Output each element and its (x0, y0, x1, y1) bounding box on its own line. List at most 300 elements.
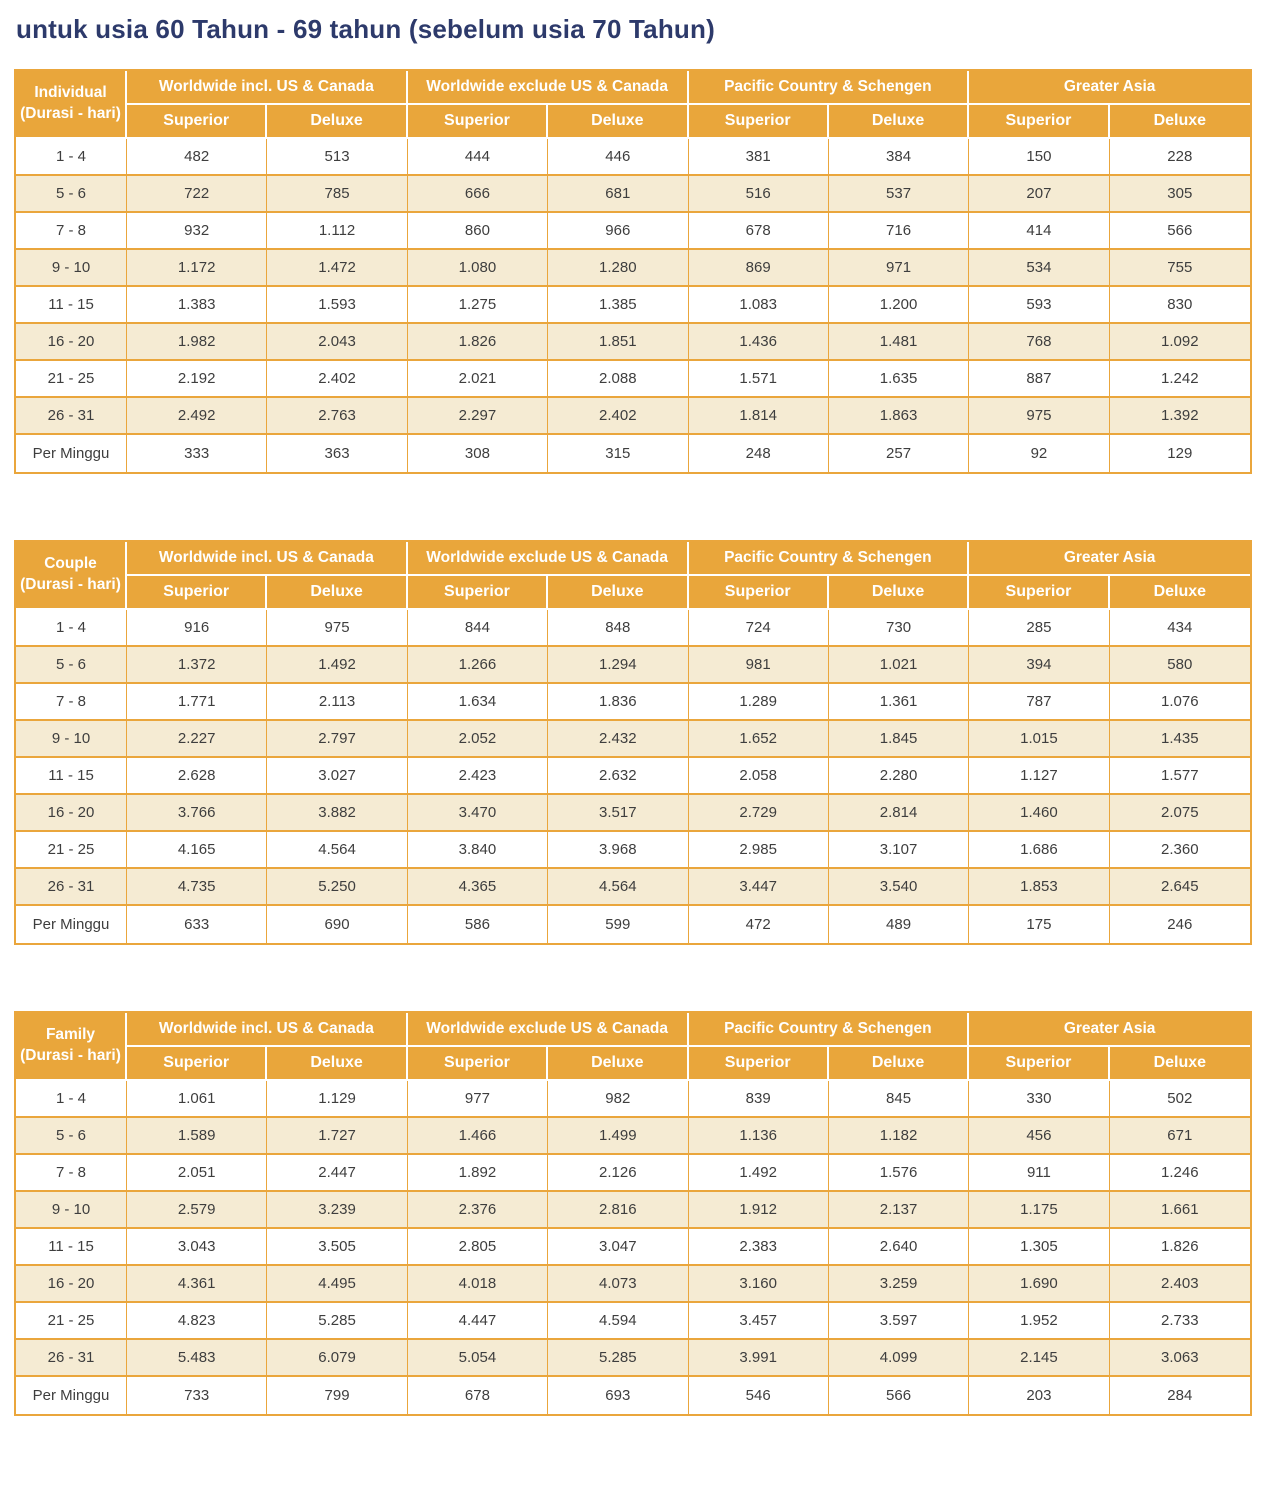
price-cell: 1.280 (548, 250, 688, 287)
plan-header-row (16, 105, 1250, 139)
price-cell: 3.968 (548, 832, 688, 869)
price-cell: 3.063 (1110, 1340, 1250, 1377)
price-cell: 599 (548, 906, 688, 943)
price-cell: 799 (267, 1377, 407, 1414)
price-cell: 1.275 (408, 287, 548, 324)
price-cell: 755 (1110, 250, 1250, 287)
plan-header-superior: Superior (127, 1047, 267, 1081)
price-cell: 284 (1110, 1377, 1250, 1414)
duration-cell: 21 - 25 (16, 361, 127, 398)
price-cell: 1.982 (127, 324, 267, 361)
price-cell: 3.597 (829, 1303, 969, 1340)
price-cell: 580 (1110, 647, 1250, 684)
price-cell: 3.766 (127, 795, 267, 832)
duration-cell: 1 - 4 (16, 610, 127, 647)
price-cell: 2.126 (548, 1155, 688, 1192)
duration-cell: 11 - 15 (16, 1229, 127, 1266)
table-row (16, 906, 1250, 943)
duration-cell: 5 - 6 (16, 176, 127, 213)
price-cell: 5.285 (548, 1340, 688, 1377)
table-row (16, 176, 1250, 213)
price-cell: 4.594 (548, 1303, 688, 1340)
price-cell: 2.192 (127, 361, 267, 398)
price-cell: 593 (969, 287, 1109, 324)
price-cell: 2.021 (408, 361, 548, 398)
price-cell: 932 (127, 213, 267, 250)
price-cell: 566 (829, 1377, 969, 1414)
table-body (16, 610, 1250, 943)
price-cell: 1.015 (969, 721, 1109, 758)
region-header-worldwide-excl: Worldwide exclude US & Canada (408, 542, 689, 576)
region-header-pacific-schengen: Pacific Country & Schengen (689, 542, 970, 576)
price-cell: 246 (1110, 906, 1250, 943)
price-cell: 975 (969, 398, 1109, 435)
price-cell: 3.027 (267, 758, 407, 795)
price-cell: 129 (1110, 435, 1250, 472)
price-cell: 981 (689, 647, 829, 684)
price-cell: 4.564 (267, 832, 407, 869)
table-row (16, 1118, 1250, 1155)
table-row (16, 610, 1250, 647)
plan-header-row (16, 576, 1250, 610)
price-cell: 2.360 (1110, 832, 1250, 869)
price-cell: 848 (548, 610, 688, 647)
region-header-pacific-schengen: Pacific Country & Schengen (689, 71, 970, 105)
plan-header-superior: Superior (408, 1047, 548, 1081)
price-cell: 690 (267, 906, 407, 943)
duration-cell: 7 - 8 (16, 213, 127, 250)
duration-cell: 21 - 25 (16, 832, 127, 869)
price-cell: 1.383 (127, 287, 267, 324)
table-body (16, 139, 1250, 472)
price-cell: 2.043 (267, 324, 407, 361)
price-cell: 1.127 (969, 758, 1109, 795)
price-cell: 2.403 (1110, 1266, 1250, 1303)
category-header (16, 71, 127, 139)
price-cell: 384 (829, 139, 969, 176)
price-cell: 1.361 (829, 684, 969, 721)
price-cell: 2.402 (267, 361, 407, 398)
table-row (16, 287, 1250, 324)
price-cell: 4.495 (267, 1266, 407, 1303)
price-cell: 446 (548, 139, 688, 176)
price-cell: 2.145 (969, 1340, 1109, 1377)
price-cell: 5.054 (408, 1340, 548, 1377)
price-cell: 733 (127, 1377, 267, 1414)
price-cell: 869 (689, 250, 829, 287)
plan-header-superior: Superior (127, 576, 267, 610)
price-cell: 1.289 (689, 684, 829, 721)
pricing-table-family (14, 1011, 1252, 1416)
price-cell: 333 (127, 435, 267, 472)
plan-header-deluxe: Deluxe (548, 105, 688, 139)
price-cell: 1.571 (689, 361, 829, 398)
duration-cell: 26 - 31 (16, 869, 127, 906)
table-row (16, 435, 1250, 472)
price-cell: 2.579 (127, 1192, 267, 1229)
price-cell: 381 (689, 139, 829, 176)
price-cell: 228 (1110, 139, 1250, 176)
duration-cell: 9 - 10 (16, 721, 127, 758)
table-row (16, 1340, 1250, 1377)
price-cell: 1.686 (969, 832, 1109, 869)
table-row (16, 139, 1250, 176)
duration-label: (Durasi - hari) (20, 105, 121, 122)
price-cell: 722 (127, 176, 267, 213)
price-cell: 2.632 (548, 758, 688, 795)
price-cell: 1.853 (969, 869, 1109, 906)
price-cell: 1.076 (1110, 684, 1250, 721)
table-header (16, 1013, 1250, 1081)
duration-cell: 5 - 6 (16, 647, 127, 684)
price-cell: 4.447 (408, 1303, 548, 1340)
duration-cell: 1 - 4 (16, 139, 127, 176)
price-cell: 2.376 (408, 1192, 548, 1229)
price-cell: 330 (969, 1081, 1109, 1118)
price-cell: 3.991 (689, 1340, 829, 1377)
price-cell: 1.372 (127, 647, 267, 684)
price-cell: 845 (829, 1081, 969, 1118)
price-cell: 1.129 (267, 1081, 407, 1118)
price-cell: 5.250 (267, 869, 407, 906)
region-header-row (16, 71, 1250, 105)
price-cell: 1.912 (689, 1192, 829, 1229)
price-cell: 2.640 (829, 1229, 969, 1266)
price-cell: 3.107 (829, 832, 969, 869)
price-cell: 1.246 (1110, 1155, 1250, 1192)
price-cell: 1.182 (829, 1118, 969, 1155)
price-cell: 534 (969, 250, 1109, 287)
price-cell: 1.661 (1110, 1192, 1250, 1229)
price-cell: 1.092 (1110, 324, 1250, 361)
table-row (16, 1266, 1250, 1303)
table-row (16, 213, 1250, 250)
price-cell: 1.589 (127, 1118, 267, 1155)
price-cell: 2.137 (829, 1192, 969, 1229)
price-cell: 666 (408, 176, 548, 213)
price-cell: 2.227 (127, 721, 267, 758)
price-cell: 4.564 (548, 869, 688, 906)
price-cell: 6.079 (267, 1340, 407, 1377)
price-cell: 1.466 (408, 1118, 548, 1155)
plan-header-deluxe: Deluxe (1110, 576, 1250, 610)
table-row (16, 250, 1250, 287)
table-row (16, 1377, 1250, 1414)
price-cell: 3.540 (829, 869, 969, 906)
table-row (16, 398, 1250, 435)
plan-header-deluxe: Deluxe (829, 105, 969, 139)
price-cell: 916 (127, 610, 267, 647)
price-cell: 982 (548, 1081, 688, 1118)
price-cell: 2.492 (127, 398, 267, 435)
price-cell: 207 (969, 176, 1109, 213)
price-cell: 1.294 (548, 647, 688, 684)
price-cell: 482 (127, 139, 267, 176)
price-cell: 3.160 (689, 1266, 829, 1303)
price-cell: 671 (1110, 1118, 1250, 1155)
price-cell: 3.259 (829, 1266, 969, 1303)
duration-cell: Per Minggu (16, 1377, 127, 1414)
price-cell: 1.492 (689, 1155, 829, 1192)
price-cell: 768 (969, 324, 1109, 361)
price-cell: 1.593 (267, 287, 407, 324)
price-cell: 911 (969, 1155, 1109, 1192)
price-cell: 3.470 (408, 795, 548, 832)
duration-cell: Per Minggu (16, 435, 127, 472)
plan-header-deluxe: Deluxe (267, 1047, 407, 1081)
price-cell: 1.080 (408, 250, 548, 287)
price-cell: 472 (689, 906, 829, 943)
price-cell: 1.136 (689, 1118, 829, 1155)
price-cell: 1.727 (267, 1118, 407, 1155)
price-cell: 844 (408, 610, 548, 647)
price-cell: 308 (408, 435, 548, 472)
price-cell: 4.361 (127, 1266, 267, 1303)
price-cell: 785 (267, 176, 407, 213)
plan-header-superior: Superior (408, 105, 548, 139)
price-cell: 2.075 (1110, 795, 1250, 832)
table-row (16, 1155, 1250, 1192)
price-cell: 513 (267, 139, 407, 176)
region-header-worldwide-incl: Worldwide incl. US & Canada (127, 1013, 408, 1047)
duration-cell: 26 - 31 (16, 398, 127, 435)
category-header (16, 542, 127, 610)
table-row (16, 1303, 1250, 1340)
table-header (16, 542, 1250, 610)
table-row (16, 1192, 1250, 1229)
price-cell: 1.083 (689, 287, 829, 324)
price-cell: 248 (689, 435, 829, 472)
table-row (16, 324, 1250, 361)
plan-header-deluxe: Deluxe (548, 576, 688, 610)
price-cell: 3.840 (408, 832, 548, 869)
price-cell: 1.200 (829, 287, 969, 324)
price-cell: 489 (829, 906, 969, 943)
price-cell: 414 (969, 213, 1109, 250)
price-cell: 2.985 (689, 832, 829, 869)
region-header-worldwide-excl: Worldwide exclude US & Canada (408, 71, 689, 105)
duration-cell: 11 - 15 (16, 758, 127, 795)
table-header (16, 71, 1250, 139)
price-cell: 1.652 (689, 721, 829, 758)
price-cell: 3.505 (267, 1229, 407, 1266)
price-cell: 1.690 (969, 1266, 1109, 1303)
plan-header-row (16, 1047, 1250, 1081)
duration-cell: 1 - 4 (16, 1081, 127, 1118)
price-cell: 1.863 (829, 398, 969, 435)
price-cell: 537 (829, 176, 969, 213)
price-cell: 1.021 (829, 647, 969, 684)
region-header-greater-asia: Greater Asia (969, 542, 1250, 576)
price-cell: 1.436 (689, 324, 829, 361)
duration-cell: 9 - 10 (16, 250, 127, 287)
price-cell: 2.058 (689, 758, 829, 795)
price-cell: 830 (1110, 287, 1250, 324)
table-row (16, 721, 1250, 758)
price-cell: 975 (267, 610, 407, 647)
price-cell: 1.492 (267, 647, 407, 684)
price-cell: 1.826 (408, 324, 548, 361)
price-cell: 860 (408, 213, 548, 250)
price-cell: 434 (1110, 610, 1250, 647)
price-cell: 257 (829, 435, 969, 472)
table-body (16, 1081, 1250, 1414)
price-cell: 586 (408, 906, 548, 943)
price-cell: 516 (689, 176, 829, 213)
price-cell: 3.882 (267, 795, 407, 832)
price-cell: 2.423 (408, 758, 548, 795)
price-cell: 3.239 (267, 1192, 407, 1229)
pricing-table-individual (14, 69, 1252, 474)
region-header-greater-asia: Greater Asia (969, 1013, 1250, 1047)
table-row (16, 869, 1250, 906)
plan-header-superior: Superior (127, 105, 267, 139)
price-cell: 1.242 (1110, 361, 1250, 398)
price-cell: 2.805 (408, 1229, 548, 1266)
price-cell: 787 (969, 684, 1109, 721)
duration-cell: 11 - 15 (16, 287, 127, 324)
table-row (16, 832, 1250, 869)
price-cell: 444 (408, 139, 548, 176)
price-cell: 678 (689, 213, 829, 250)
price-cell: 678 (408, 1377, 548, 1414)
plan-header-superior: Superior (689, 576, 829, 610)
category-name: Couple (44, 555, 97, 573)
table-row (16, 1229, 1250, 1266)
price-cell: 3.043 (127, 1229, 267, 1266)
price-cell: 4.165 (127, 832, 267, 869)
region-header-worldwide-incl: Worldwide incl. US & Canada (127, 542, 408, 576)
price-cell: 1.172 (127, 250, 267, 287)
region-header-row (16, 1013, 1250, 1047)
plan-header-deluxe: Deluxe (829, 576, 969, 610)
price-cell: 203 (969, 1377, 1109, 1414)
price-cell: 1.836 (548, 684, 688, 721)
price-cell: 1.392 (1110, 398, 1250, 435)
price-cell: 2.088 (548, 361, 688, 398)
price-cell: 1.435 (1110, 721, 1250, 758)
price-cell: 3.047 (548, 1229, 688, 1266)
price-cell: 839 (689, 1081, 829, 1118)
price-cell: 1.499 (548, 1118, 688, 1155)
duration-cell: 16 - 20 (16, 324, 127, 361)
table-row (16, 758, 1250, 795)
duration-cell: 16 - 20 (16, 795, 127, 832)
price-cell: 285 (969, 610, 1109, 647)
price-cell: 1.481 (829, 324, 969, 361)
price-cell: 546 (689, 1377, 829, 1414)
page-title: untuk usia 60 Tahun - 69 tahun (sebelum usia 70 Tahun) (16, 14, 715, 44)
price-cell: 150 (969, 139, 1109, 176)
price-cell: 1.576 (829, 1155, 969, 1192)
price-cell: 1.266 (408, 647, 548, 684)
plan-header-superior: Superior (969, 1047, 1109, 1081)
price-cell: 2.814 (829, 795, 969, 832)
price-cell: 4.018 (408, 1266, 548, 1303)
price-cell: 315 (548, 435, 688, 472)
plan-header-deluxe: Deluxe (829, 1047, 969, 1081)
price-cell: 4.073 (548, 1266, 688, 1303)
region-header-worldwide-incl: Worldwide incl. US & Canada (127, 71, 408, 105)
price-cell: 3.517 (548, 795, 688, 832)
plan-header-superior: Superior (969, 576, 1109, 610)
price-cell: 971 (829, 250, 969, 287)
price-cell: 2.628 (127, 758, 267, 795)
price-cell: 4.735 (127, 869, 267, 906)
price-cell: 1.460 (969, 795, 1109, 832)
price-cell: 394 (969, 647, 1109, 684)
price-cell: 1.814 (689, 398, 829, 435)
price-cell: 1.385 (548, 287, 688, 324)
plan-header-deluxe: Deluxe (267, 576, 407, 610)
price-cell: 4.823 (127, 1303, 267, 1340)
price-cell: 5.483 (127, 1340, 267, 1377)
duration-cell: Per Minggu (16, 906, 127, 943)
duration-label: (Durasi - hari) (20, 1047, 121, 1064)
price-cell: 2.383 (689, 1229, 829, 1266)
category-name: Individual (34, 84, 107, 102)
price-cell: 2.645 (1110, 869, 1250, 906)
plan-header-superior: Superior (689, 105, 829, 139)
price-cell: 1.635 (829, 361, 969, 398)
plan-header-deluxe: Deluxe (1110, 105, 1250, 139)
duration-label: (Durasi - hari) (20, 576, 121, 593)
price-cell: 2.051 (127, 1155, 267, 1192)
price-cell: 730 (829, 610, 969, 647)
plan-header-deluxe: Deluxe (1110, 1047, 1250, 1081)
price-cell: 1.305 (969, 1229, 1109, 1266)
price-cell: 1.061 (127, 1081, 267, 1118)
price-cell: 2.733 (1110, 1303, 1250, 1340)
price-cell: 716 (829, 213, 969, 250)
duration-cell: 21 - 25 (16, 1303, 127, 1340)
price-cell: 1.112 (267, 213, 407, 250)
duration-cell: 7 - 8 (16, 1155, 127, 1192)
price-cell: 1.826 (1110, 1229, 1250, 1266)
price-cell: 1.634 (408, 684, 548, 721)
price-cell: 2.797 (267, 721, 407, 758)
price-cell: 693 (548, 1377, 688, 1414)
table-row (16, 361, 1250, 398)
price-cell: 175 (969, 906, 1109, 943)
price-cell: 92 (969, 435, 1109, 472)
plan-header-superior: Superior (969, 105, 1109, 139)
price-cell: 3.447 (689, 869, 829, 906)
price-cell: 2.447 (267, 1155, 407, 1192)
region-header-row (16, 542, 1250, 576)
price-cell: 3.457 (689, 1303, 829, 1340)
duration-cell: 26 - 31 (16, 1340, 127, 1377)
price-cell: 633 (127, 906, 267, 943)
table-row (16, 684, 1250, 721)
price-cell: 977 (408, 1081, 548, 1118)
price-cell: 1.577 (1110, 758, 1250, 795)
table-row (16, 647, 1250, 684)
price-cell: 1.472 (267, 250, 407, 287)
region-header-worldwide-excl: Worldwide exclude US & Canada (408, 1013, 689, 1047)
price-cell: 566 (1110, 213, 1250, 250)
price-cell: 2.763 (267, 398, 407, 435)
region-header-pacific-schengen: Pacific Country & Schengen (689, 1013, 970, 1047)
price-cell: 1.851 (548, 324, 688, 361)
price-cell: 2.402 (548, 398, 688, 435)
plan-header-superior: Superior (408, 576, 548, 610)
price-cell: 1.892 (408, 1155, 548, 1192)
price-cell: 4.365 (408, 869, 548, 906)
plan-header-superior: Superior (689, 1047, 829, 1081)
price-cell: 2.113 (267, 684, 407, 721)
price-cell: 363 (267, 435, 407, 472)
